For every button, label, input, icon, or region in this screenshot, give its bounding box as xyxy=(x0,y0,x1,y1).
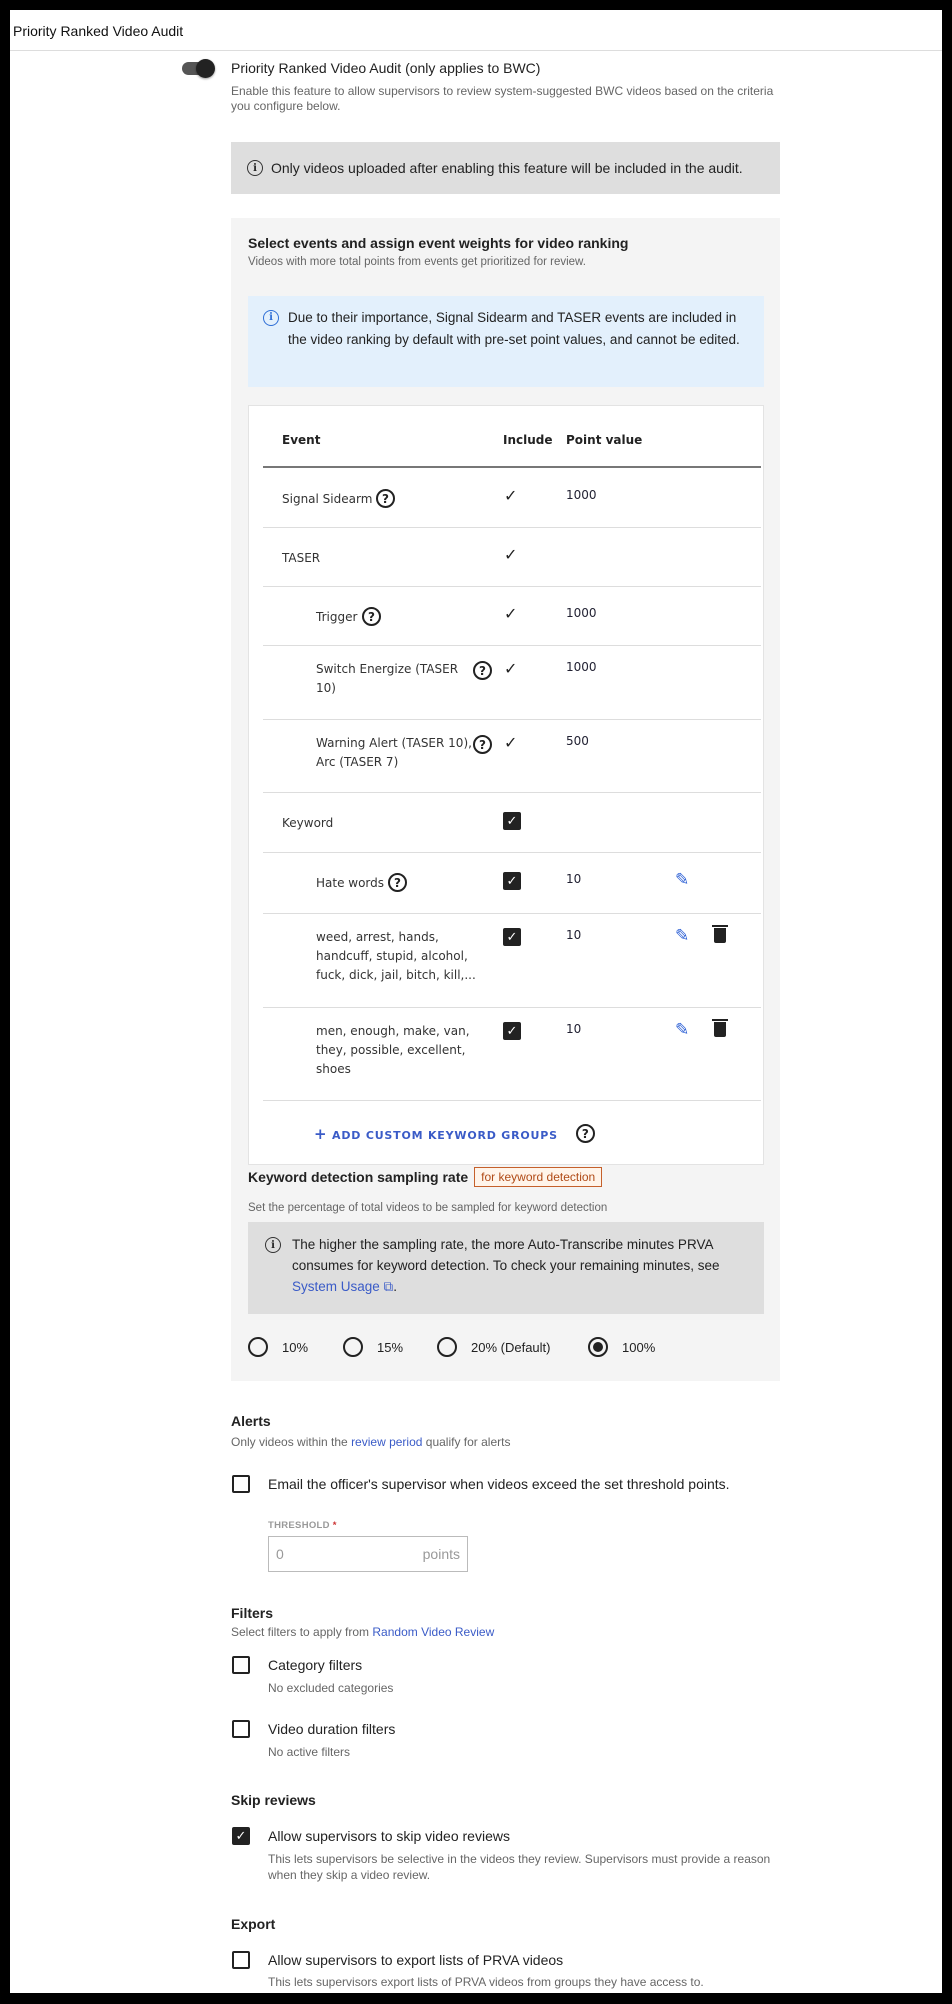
col-include: Include xyxy=(503,433,553,447)
sampling-info: i The higher the sampling rate, the more Auto-Transcribe minutes PRVA consumes for keyword detection. To check your remaining minutes, see System Usage ⧉. xyxy=(248,1222,764,1314)
help-icon[interactable]: ? xyxy=(576,1124,595,1143)
event-label: Trigger xyxy=(316,610,358,624)
feature-title: Priority Ranked Video Audit (only applies to BWC) xyxy=(231,60,541,76)
radio-label: 10% xyxy=(282,1339,309,1355)
skip-desc: This lets supervisors be selective in the videos they review. Supervisors must provide a reason xyxy=(268,1852,771,1866)
event-label: Warning Alert (TASER 10), Arc (TASER 7) xyxy=(316,736,472,769)
point-value: 500 xyxy=(566,734,589,748)
review-period-link[interactable]: review period xyxy=(351,1435,423,1449)
table-row xyxy=(249,852,763,913)
check-icon: ✓ xyxy=(504,659,518,678)
delete-icon[interactable] xyxy=(714,928,726,943)
help-icon[interactable]: ? xyxy=(362,607,381,626)
point-value: 1000 xyxy=(566,488,597,502)
skip-desc-2: when they skip a video review. xyxy=(268,1868,431,1882)
events-table xyxy=(248,405,764,1165)
random-video-review-link[interactable]: Random Video Review xyxy=(372,1625,495,1639)
edit-icon[interactable]: ✎ xyxy=(675,870,690,890)
radio-label: 15% xyxy=(377,1339,404,1355)
email-supervisor-label: Email the officer's supervisor when videos exceed the set threshold points. xyxy=(268,1476,730,1492)
export-desc: This lets supervisors export lists of PRVA videos from groups they have access to. xyxy=(268,1975,704,1989)
table-row xyxy=(249,719,763,792)
row-divider xyxy=(263,1100,761,1101)
duration-filters-sub: No active filters xyxy=(268,1745,351,1759)
edit-icon[interactable]: ✎ xyxy=(675,926,690,946)
sampling-subtitle: Set the percentage of total videos to be sampled for keyword detection xyxy=(248,1202,608,1214)
page-title: Priority Ranked Video Audit xyxy=(13,23,184,39)
sampling-info-text: The higher the sampling rate, the more Auto-Transcribe minutes PRVA consumes for keyword detection. To check your remaining minutes, see xyxy=(292,1237,720,1273)
category-filters-sub: No excluded categories xyxy=(268,1681,394,1695)
events-subtitle: Videos with more total points from events get prioritized for review. xyxy=(248,256,586,268)
threshold-placeholder: 0 xyxy=(276,1546,284,1562)
required-mark: * xyxy=(332,1520,337,1531)
point-value: 10 xyxy=(566,1022,582,1036)
include-checkbox[interactable]: ✓ xyxy=(503,1022,521,1040)
sampling-badge: for keyword detection xyxy=(474,1167,602,1187)
radio-button[interactable] xyxy=(248,1337,268,1357)
info-icon: i xyxy=(265,1237,281,1253)
table-row xyxy=(249,468,763,527)
table-row xyxy=(249,792,763,852)
skip-reviews-label: Allow supervisors to skip video reviews xyxy=(268,1828,510,1844)
include-checkbox[interactable]: ✓ xyxy=(503,872,521,890)
notice-banner xyxy=(231,142,780,194)
notice-text: Only videos uploaded after enabling this feature will be included in the audit. xyxy=(271,160,743,176)
add-keyword-groups-button[interactable] xyxy=(314,1125,558,1143)
check-icon: ✓ xyxy=(504,545,518,564)
alerts-sub-end: qualify for alerts xyxy=(422,1435,511,1449)
export-checkbox[interactable] xyxy=(232,1951,250,1969)
help-icon[interactable]: ? xyxy=(376,489,395,508)
plus-icon: + xyxy=(314,1124,328,1143)
help-icon[interactable]: ? xyxy=(388,873,407,892)
event-label: TASER xyxy=(282,551,321,565)
info-icon: i xyxy=(247,160,263,176)
system-usage-link[interactable]: System Usage xyxy=(292,1279,380,1294)
add-keyword-groups-row xyxy=(314,1124,595,1143)
feature-toggle[interactable] xyxy=(180,59,216,77)
filters-title: Filters xyxy=(231,1605,274,1621)
sampling-option[interactable] xyxy=(248,1337,308,1357)
page xyxy=(10,10,942,1993)
info-text: Due to their importance, Signal Sidearm and TASER events are included in the video ranking by default with pre-set point values, and cannot be edited. xyxy=(288,310,740,347)
event-label: weed, arrest, hands, handcuff, stupid, alcohol, fuck, dick, jail, bitch, kill,... xyxy=(316,930,476,982)
radio-button[interactable] xyxy=(437,1337,457,1357)
event-label: Switch Energize (TASER 10) xyxy=(316,662,459,695)
point-value: 1000 xyxy=(566,660,597,674)
edit-icon[interactable]: ✎ xyxy=(675,1020,690,1040)
event-label: men, enough, make, van, they, possible, excellent, shoes xyxy=(316,1024,470,1076)
export-label: Allow supervisors to export lists of PRVA videos xyxy=(268,1952,564,1968)
check-icon: ✓ xyxy=(504,486,518,505)
filters-sub: Select filters to apply from xyxy=(231,1625,373,1639)
point-value: 10 xyxy=(566,872,582,886)
export-title: Export xyxy=(231,1916,276,1932)
event-label: Hate words xyxy=(316,876,385,890)
alerts-title: Alerts xyxy=(231,1413,271,1429)
skip-title: Skip reviews xyxy=(231,1792,316,1808)
col-event: Event xyxy=(282,433,321,447)
include-checkbox[interactable]: ✓ xyxy=(503,812,521,830)
radio-button[interactable] xyxy=(588,1337,608,1357)
table-row xyxy=(249,527,763,586)
events-title: Select events and assign event weights for video ranking xyxy=(248,235,629,251)
add-keyword-groups-label: ADD CUSTOM KEYWORD GROUPS xyxy=(332,1128,558,1142)
info-banner xyxy=(248,296,764,387)
category-filters-label: Category filters xyxy=(268,1657,363,1673)
table-row xyxy=(249,913,763,1007)
check-icon: ✓ xyxy=(504,733,518,752)
duration-filters-checkbox[interactable] xyxy=(232,1720,250,1738)
delete-icon[interactable] xyxy=(714,1022,726,1037)
radio-label: 20% (Default) xyxy=(471,1339,551,1355)
sampling-option[interactable] xyxy=(588,1337,655,1357)
threshold-label: THRESHOLD xyxy=(268,1520,330,1531)
table-row xyxy=(249,586,763,645)
threshold-unit: points xyxy=(422,1546,460,1562)
event-label: Signal Sidearm xyxy=(282,492,373,506)
info-icon: i xyxy=(263,310,279,326)
check-icon: ✓ xyxy=(504,604,518,623)
email-supervisor-checkbox[interactable] xyxy=(232,1475,250,1493)
event-label: Keyword xyxy=(282,816,334,830)
point-value: 10 xyxy=(566,928,582,942)
skip-reviews-checkbox[interactable]: ✓ xyxy=(232,1827,250,1845)
col-point-value: Point value xyxy=(566,433,643,447)
help-icon[interactable]: ? xyxy=(473,661,492,680)
sampling-option[interactable] xyxy=(437,1337,550,1357)
divider xyxy=(10,50,942,51)
help-icon[interactable]: ? xyxy=(473,735,492,754)
sampling-option[interactable] xyxy=(343,1337,403,1357)
threshold-input[interactable] xyxy=(268,1536,468,1572)
point-value: 1000 xyxy=(566,606,597,620)
feature-desc-2: you configure below. xyxy=(231,99,341,113)
category-filters-checkbox[interactable] xyxy=(232,1656,250,1674)
table-row xyxy=(249,645,763,719)
feature-desc: Enable this feature to allow supervisors to review system-suggested BWC videos based on the criteria xyxy=(231,84,774,98)
table-row xyxy=(249,1007,763,1100)
alerts-sub: Only videos within the xyxy=(231,1435,352,1449)
sampling-title: Keyword detection sampling rate xyxy=(248,1169,469,1185)
duration-filters-label: Video duration filters xyxy=(268,1721,396,1737)
radio-button[interactable] xyxy=(343,1337,363,1357)
external-link-icon: ⧉ xyxy=(379,1279,394,1294)
include-checkbox[interactable]: ✓ xyxy=(503,928,521,946)
radio-label: 100% xyxy=(622,1339,656,1355)
